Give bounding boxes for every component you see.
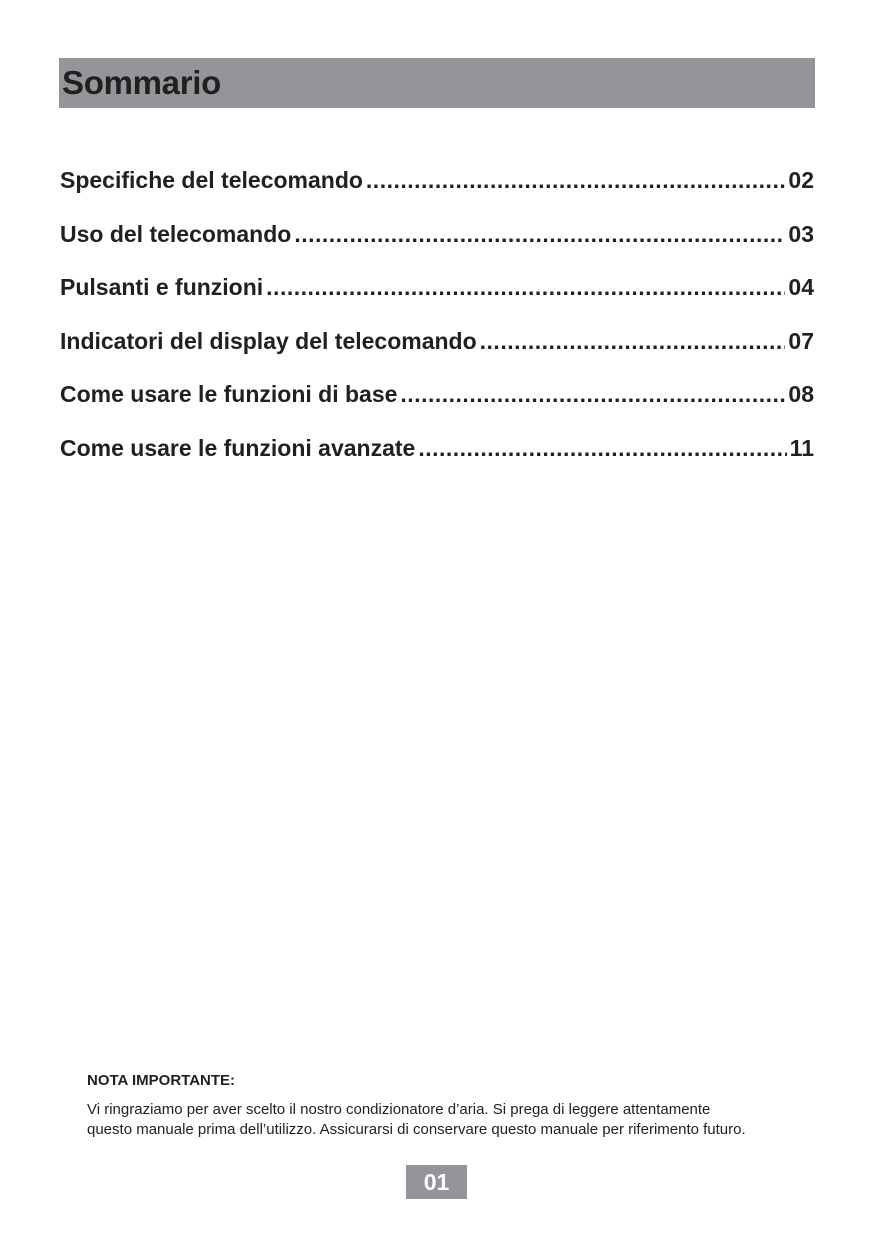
note-heading: NOTA IMPORTANTE:: [87, 1072, 236, 1089]
toc-entry-funzioni-avanzate[interactable]: [60, 430, 814, 484]
toc-dot-leader: [266, 269, 785, 305]
toc-entry-pulsanti[interactable]: [60, 269, 814, 323]
toc-entry-uso[interactable]: [60, 216, 814, 270]
note-line-2: questo manuale prima dell’utilizzo. Assicurarsi di conservare questo manuale per riferimento futuro.: [87, 1121, 746, 1138]
toc-entry-title: Come usare le funzioni di base: [60, 381, 398, 408]
page-title: Sommario: [62, 64, 221, 101]
toc-entry-title: Pulsanti e funzioni: [60, 274, 264, 301]
toc-entry-page: 02: [788, 167, 814, 193]
toc-entry-indicatori[interactable]: [60, 323, 814, 377]
toc-entry-page: 07: [788, 327, 814, 354]
toc-entry-page: 08: [788, 381, 814, 408]
toc-entry-page: 11: [789, 434, 814, 461]
toc-dot-leader: [400, 376, 785, 412]
toc-entry-specifiche[interactable]: [60, 162, 814, 216]
toc-dot-leader: [366, 162, 785, 198]
toc-dot-leader: [418, 430, 786, 466]
toc-dot-leader: [294, 216, 785, 252]
toc-dot-leader: [480, 323, 786, 359]
note-body: [87, 1100, 832, 1140]
important-note: [87, 1071, 832, 1140]
note-line-1: Vi ringraziamo per aver scelto il nostro condizionatore d’aria. Si prega di leggere attentamente: [87, 1101, 711, 1118]
table-of-contents: [60, 162, 814, 484]
toc-entry-title: Specifiche del telecomando: [60, 167, 363, 193]
toc-entry-title: Uso del telecomando: [60, 220, 292, 247]
toc-entry-page: 04: [788, 274, 814, 301]
toc-entry-title: Indicatori del display del telecomando: [60, 327, 477, 354]
page-number: 01: [406, 1165, 467, 1199]
toc-entry-funzioni-base[interactable]: [60, 376, 814, 430]
toc-entry-page: 03: [788, 220, 814, 247]
toc-entry-title: Come usare le funzioni avanzate: [60, 434, 416, 461]
header-bar: [59, 58, 815, 108]
